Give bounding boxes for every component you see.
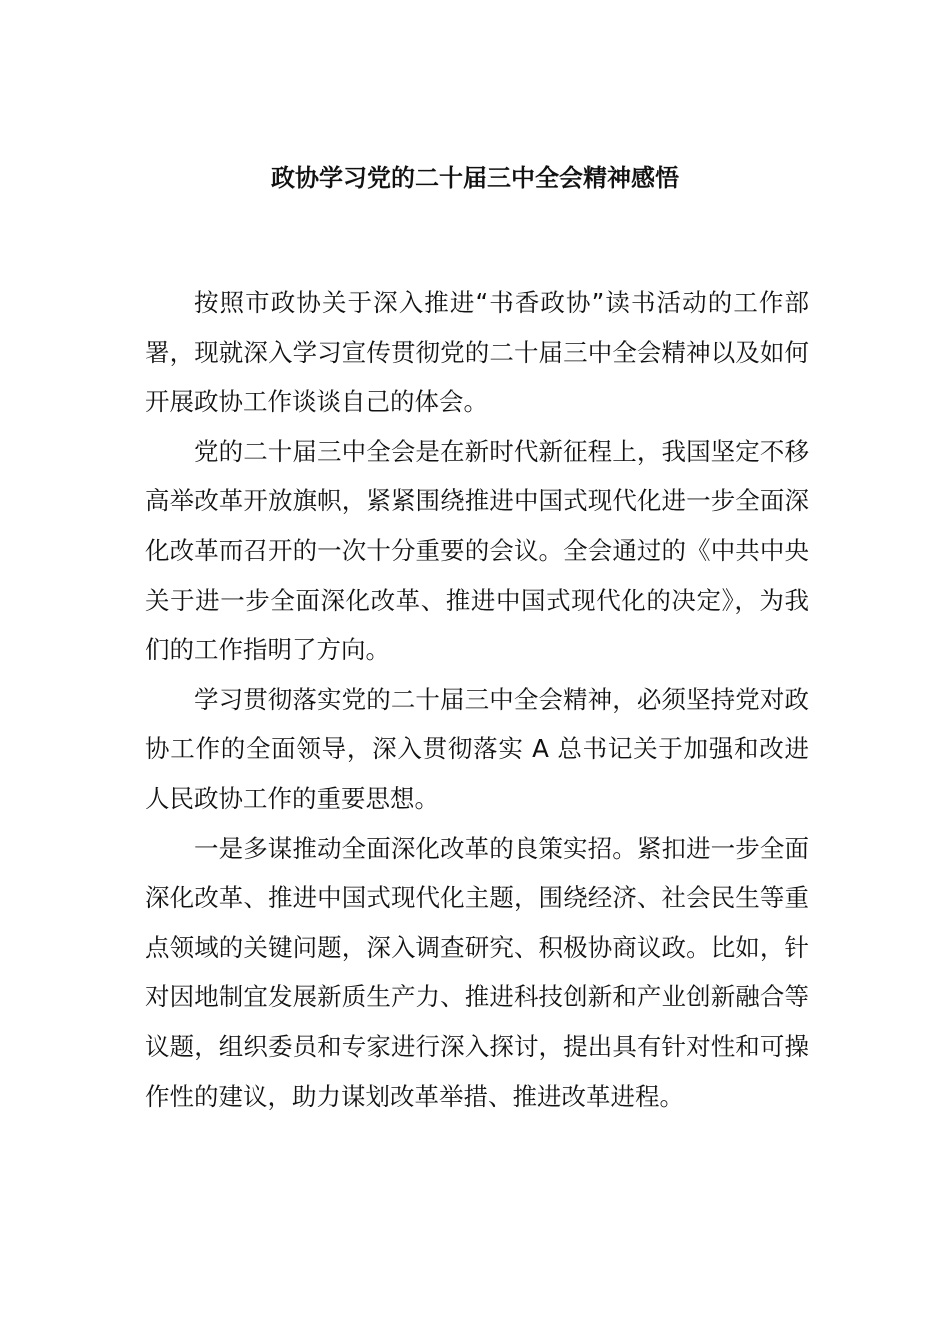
document-title: 政协学习党的二十届三中全会精神感悟 xyxy=(271,164,679,192)
paragraph-2: 党的二十届三中全会是在新时代新征程上，我国坚定不移高举改革开放旗帜，紧紧围绕推进中国式现代化进一步全面深化改革而召开的一次十分重要的会议。全会通过的《中共中央关于进一步全面深化改革、推进中国式现代化的决定》，为我们的工作指明了方向。 xyxy=(145,436,809,665)
paragraph-4: 一是多谋推动全面深化改革的良策实招。紧扣进一步全面深化改革、推进中国式现代化主题，围绕经济、社会民生等重点领域的关键问题，深入调查研究、积极协商议政。比如，针对因地制宜发展新质生产力、推进科技创新和产业创新融合等议题，组织委员和专家进行深入探讨，提出具有针对性和可操作性的建议，助力谋划改革举措、推进改革进程。 xyxy=(145,833,809,1111)
paragraph-3: 学习贯彻落实党的二十届三中全会精神，必须坚持党对政协工作的全面领导，深入贯彻落实 A 总书记关于加强和改进人民政协工作的重要思想。 xyxy=(145,684,809,813)
paragraph-1: 按照市政协关于深入推进“书香政协”读书活动的工作部署，现就深入学习宣传贯彻党的二十届三中全会精神以及如何开展政协工作谈谈自己的体会。 xyxy=(145,288,809,417)
document-body xyxy=(145,278,809,1121)
